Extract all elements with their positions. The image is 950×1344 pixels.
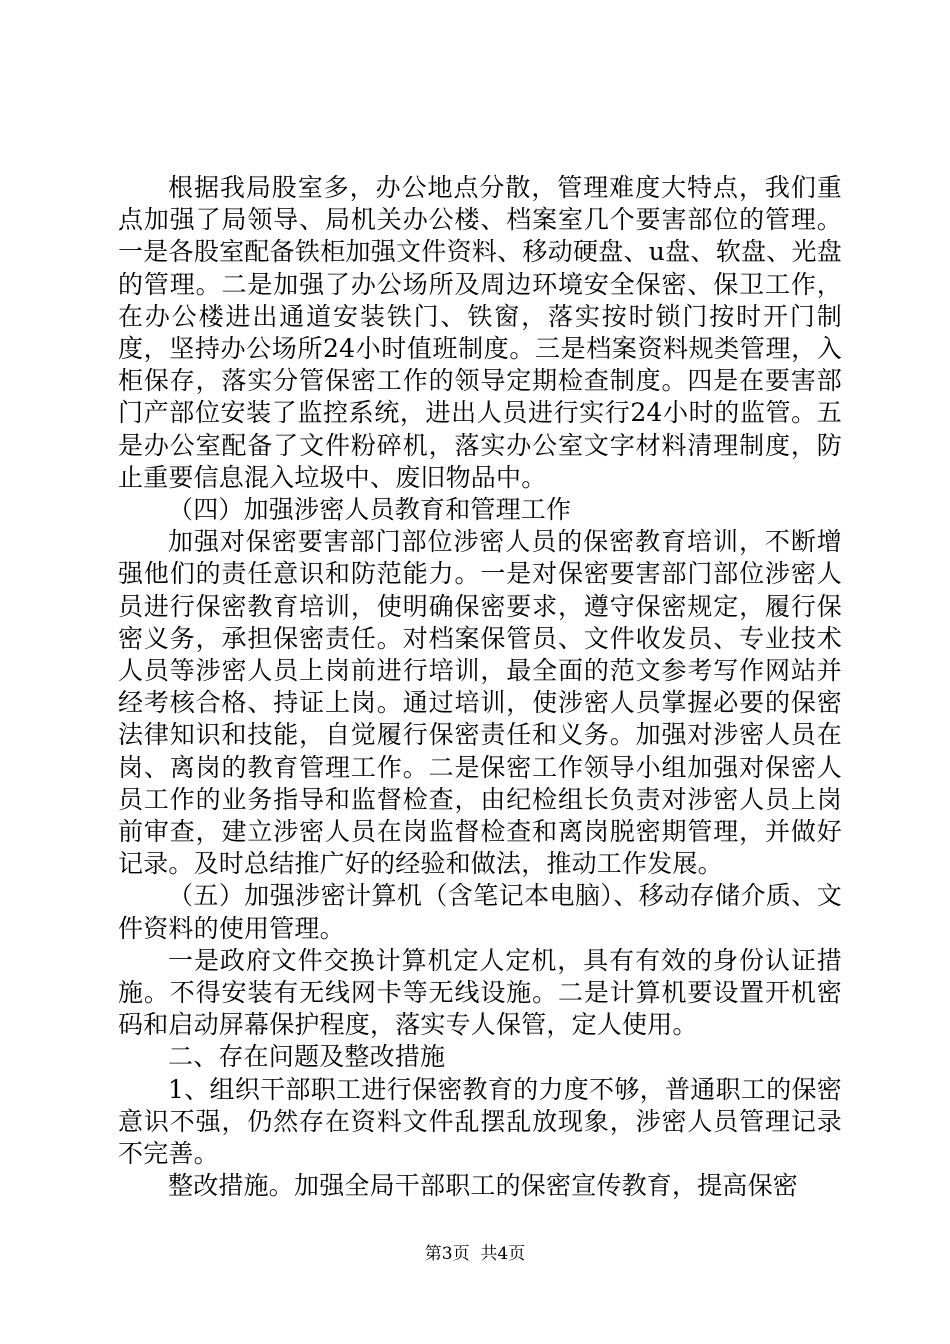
paragraph-personnel-training: 加强对保密要害部门部位涉密人员的保密教育培训，不断增强他们的责任意识和防范能力。一是对保密要害部门部位涉密人员进行保密教育培训，使明确保密要求，遵守保密规定，履行保密义务，承担保密责任。对档案保管员、文件收发员、专业技术人员等涉密人员上岗前进行培训，最全面的范文参考写作网站并经考核合格、持证上岗。通过培训，使涉密人员掌握必要的保密法律知识和技能，自觉履行保密责任和义务。加强对涉密人员在岗、离岗的教育管理工作。二是保密工作领导小组加强对保密人员工作的业务指导和监督检查，由纪检组长负责对涉密人员上岗前审查，建立涉密人员在岗监督检查和离岗脱密期管理，并做好记录。及时总结推广好的经验和做法，推动工作发展。 [118,527,842,879]
section-heading-5: （五）加强涉密计算机（含笔记本电脑）、移动存储介质、文件资料的使用管理。 [118,881,842,943]
page-number: 第3页 [424,1244,470,1264]
page-footer [0,1244,950,1264]
section-heading-4: （四）加强涉密人员教育和管理工作 [168,495,572,525]
section-heading-problems: 二、存在问题及整改措施 [168,1042,446,1072]
paragraph-problem-1: 1、组织干部职工进行保密教育的力度不够，普通职工的保密意识不强，仍然存在资料文件乱摆乱放现象，涉密人员管理记录不完善。 [118,1074,842,1169]
paragraph-rectification: 整改措施。加强全局干部职工的保密宣传教育，提高保密 [168,1171,799,1201]
paragraph-computer-management: 一是政府文件交换计算机定人定机，具有有效的身份认证措施。不得安装有无线网卡等无线设施。二是计算机要设置开机密码和启动屏幕保护程度，落实专人保管，定人使用。 [118,945,842,1040]
total-pages: 共4页 [480,1244,526,1264]
document-body [118,172,842,1203]
paragraph-key-parts-management: 根据我局股室多，办公地点分散，管理难度大特点，我们重点加强了局领导、局机关办公楼、档案室几个要害部位的管理。一是各股室配备铁柜加强文件资料、移动硬盘、u盘、软盘、光盘的管理。二是加强了办公场所及周边环境安全保密、保卫工作，在办公楼进出通道安装铁门、铁窗，落实按时锁门按时开门制度，坚持办公场所24小时值班制度。三是档案资料规类管理，入柜保存，落实分管保密工作的领导定期检查制度。四是在要害部门产部位安装了监控系统，进出人员进行实行24小时的监管。五是办公室配备了文件粉碎机，落实办公室文字材料清理制度，防止重要信息混入垃圾中、废旧物品中。 [118,173,842,492]
